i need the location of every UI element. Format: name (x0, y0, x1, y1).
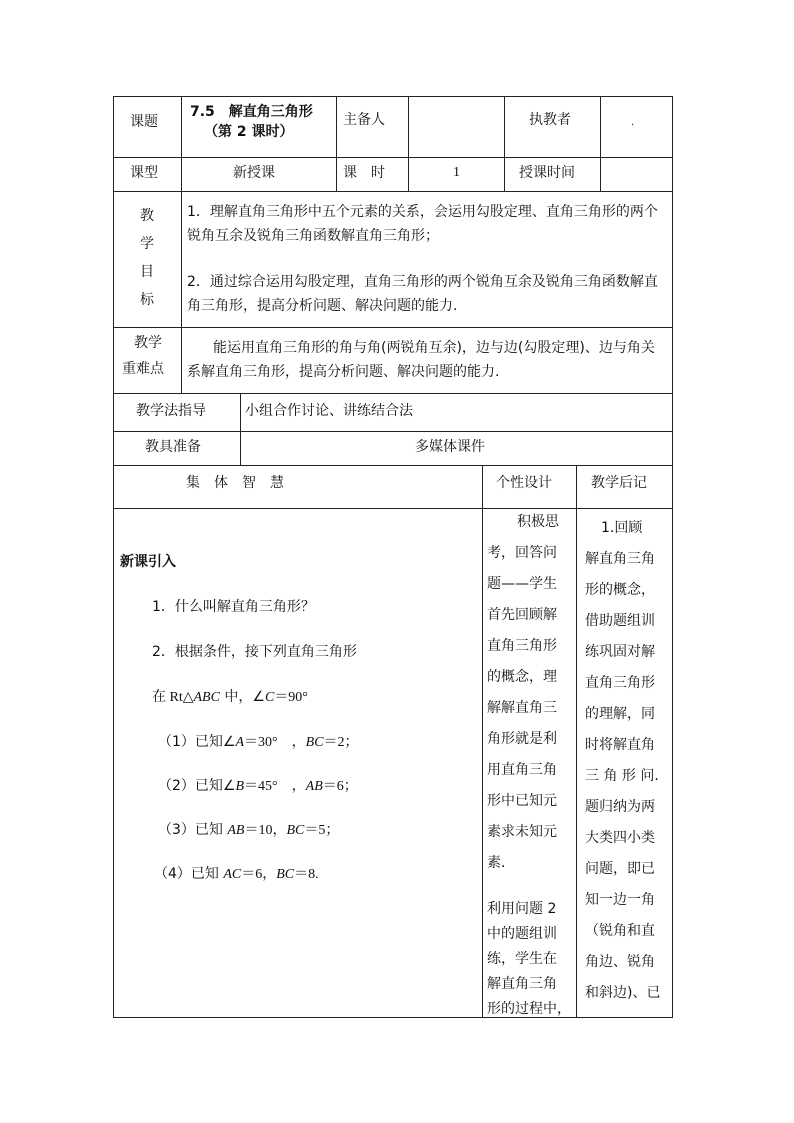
design-line: 形的过程中， (487, 1001, 571, 1017)
reflection-header: 教学后记 (591, 475, 647, 491)
section-title: 新课引入 (120, 554, 176, 570)
design-line: 解解直角三 (487, 700, 557, 716)
objectives-label-char: 目 (140, 264, 154, 280)
design-line: 利用问题 2 (487, 901, 557, 917)
topic-label: 课题 (130, 114, 158, 130)
teacher-value: · (631, 120, 635, 131)
hours-value-cell (409, 158, 505, 192)
case-prefix: （2）已知∠ (158, 778, 236, 794)
reflection-line: 三 角 形 问. (585, 768, 659, 784)
reflection-header-cell (577, 466, 673, 509)
design-line: 角形就是利 (487, 731, 557, 747)
case-4 (154, 865, 319, 884)
preparer-value-cell (409, 96, 505, 158)
method-label-cell (113, 394, 241, 432)
teacher-label-cell (505, 96, 601, 158)
tools-value: 多媒体课件 (415, 439, 485, 455)
hours-label: 课 时 (343, 165, 385, 181)
case-var: B (235, 779, 245, 794)
reflection-line: 1.回顾 (601, 520, 643, 536)
key-points-label-line2: 重难点 (122, 361, 164, 377)
case-value: ＝10， (244, 823, 287, 838)
teacher-label: 执教者 (529, 112, 571, 128)
case-value: ＝6， (241, 867, 277, 882)
wisdom-header-cell (113, 466, 483, 509)
tools-label-cell (113, 432, 241, 466)
design-header-cell (483, 466, 577, 509)
row-column-headers (113, 466, 673, 509)
design-line: 直角三角形 (487, 638, 557, 654)
case-var: AC (223, 867, 242, 882)
given-condition (152, 688, 308, 707)
row-topic (113, 96, 673, 158)
hours-value: 1 (453, 165, 460, 180)
time-label: 授课时间 (519, 165, 575, 181)
tools-label: 教具准备 (145, 439, 201, 455)
case-value: ＝30° ， (244, 735, 306, 750)
key-points-text: 能运用直角三角形的角与角(两锐角互余)，边与边(勾股定理)、边与角关系解直角三角形，提高分析问题、解决问题的能力. (187, 340, 655, 380)
design-line: 用直角三角 (487, 762, 557, 778)
objectives-label-char: 教 (140, 208, 154, 224)
reflection-line: 的理解，同 (585, 706, 655, 722)
design-line: 首先回顾解 (487, 607, 557, 623)
case-value: ＝2； (323, 735, 359, 750)
design-line: 题——学生 (487, 576, 557, 592)
objective-item-1: 1．理解直角三角形中五个元素的关系，会运用勾股定理、直角三角形的两个锐角互余及锐角三角函数解直角三角形； (187, 204, 658, 244)
case-var: BC (305, 735, 324, 750)
reflection-line: 问题，即已 (585, 861, 655, 877)
reflection-content-cell (577, 509, 673, 1018)
key-points-content-cell (182, 328, 673, 394)
topic-title: 7.5 解直角三角形 (190, 104, 313, 120)
design-line: 的概念，理 (487, 669, 557, 685)
case-prefix: （3）已知 (158, 822, 228, 838)
lesson-plan-table (113, 96, 673, 1018)
case-value: ＝45° ， (244, 779, 306, 794)
tools-value-cell (241, 432, 673, 466)
reflection-line: 知一边一角 (585, 892, 655, 908)
topic-subtitle: （第 2 课时） (204, 124, 294, 140)
design-line: 素求未知元 (487, 824, 557, 840)
given-triangle: ABC (193, 690, 220, 705)
reflection-line: 借助题组训 (585, 613, 655, 629)
design-content-cell (483, 509, 577, 1018)
method-value: 小组合作讨论、讲练结合法 (245, 403, 413, 419)
type-value-cell (182, 158, 337, 192)
row-tools (113, 432, 673, 466)
given-suffix: ＝90° (274, 690, 308, 705)
method-value-cell (241, 394, 673, 432)
design-line: 考，回答问 (487, 545, 557, 561)
row-objectives (113, 192, 673, 328)
time-label-cell (505, 158, 601, 192)
reflection-line: 大类四小类 (585, 830, 655, 846)
time-value-cell (601, 158, 673, 192)
given-angle: C (264, 690, 275, 705)
case-var: AB (227, 823, 245, 838)
design-line: 形中已知元 (487, 793, 557, 809)
reflection-line: 直角三角形 (585, 675, 655, 691)
question-1: 1．什么叫解直角三角形？ (152, 599, 315, 615)
case-1 (158, 733, 359, 752)
key-points-label-line1: 教学 (134, 335, 162, 351)
given-prefix: 在 Rt△ (152, 690, 194, 705)
case-var: BC (286, 823, 305, 838)
design-line: 中的题组训 (487, 926, 557, 942)
type-label-cell (113, 158, 182, 192)
row-key-points (113, 328, 673, 394)
preparer-label: 主备人 (343, 112, 385, 128)
case-value: ＝8. (294, 867, 319, 882)
design-header: 个性设计 (496, 475, 552, 491)
objectives-content-cell (182, 192, 673, 328)
design-line: 积极思 (517, 514, 559, 530)
reflection-line: 练巩固对解 (585, 644, 655, 660)
objective-item-2: 2．通过综合运用勾股定理，直角三角形的两个锐角互余及锐角三角函数解直角三角形，提高分析问题、解决问题的能力. (187, 274, 658, 314)
teacher-value-cell (601, 96, 673, 158)
row-type (113, 158, 673, 192)
reflection-line: 题归纳为两 (585, 799, 655, 815)
objectives-label (140, 202, 154, 314)
wisdom-content-cell (113, 509, 483, 1018)
case-var: AB (305, 779, 323, 794)
method-label: 教学法指导 (136, 403, 206, 419)
reflection-line: 解直角三角 (585, 551, 655, 567)
case-prefix: （1）已知∠ (158, 734, 236, 750)
row-body (113, 509, 673, 1018)
given-mid: 中，∠ (219, 689, 265, 705)
key-points-label-cell (113, 328, 182, 394)
objectives-label-char: 学 (140, 236, 154, 252)
reflection-line: 角边、锐角 (585, 954, 655, 970)
case-value: ＝5； (304, 823, 340, 838)
row-method (113, 394, 673, 432)
case-value: ＝6； (322, 779, 358, 794)
topic-value-cell (182, 96, 337, 158)
question-2: 2．根据条件，接下列直角三角形 (152, 644, 357, 660)
design-line: 素. (487, 855, 506, 871)
type-value: 新授课 (233, 165, 275, 181)
hours-label-cell (337, 158, 409, 192)
objectives-label-cell (113, 192, 182, 328)
case-var: A (235, 735, 245, 750)
objectives-label-char: 标 (140, 292, 154, 308)
topic-label-cell (113, 96, 182, 158)
design-line: 解直角三角 (487, 976, 557, 992)
case-2 (158, 777, 358, 796)
reflection-line: （锐角和直 (585, 923, 655, 939)
wisdom-header: 集 体 智 慧 (186, 475, 284, 491)
case-var: BC (276, 867, 295, 882)
preparer-label-cell (337, 96, 409, 158)
reflection-line: 时将解直角 (585, 737, 655, 753)
type-label: 课型 (130, 165, 158, 181)
case-3 (158, 821, 339, 840)
reflection-line: 和斜边)、已 (585, 985, 661, 1001)
design-line: 练，学生在 (487, 951, 557, 967)
case-prefix: （4）已知 (154, 866, 224, 882)
reflection-line: 形的概念， (585, 582, 655, 598)
